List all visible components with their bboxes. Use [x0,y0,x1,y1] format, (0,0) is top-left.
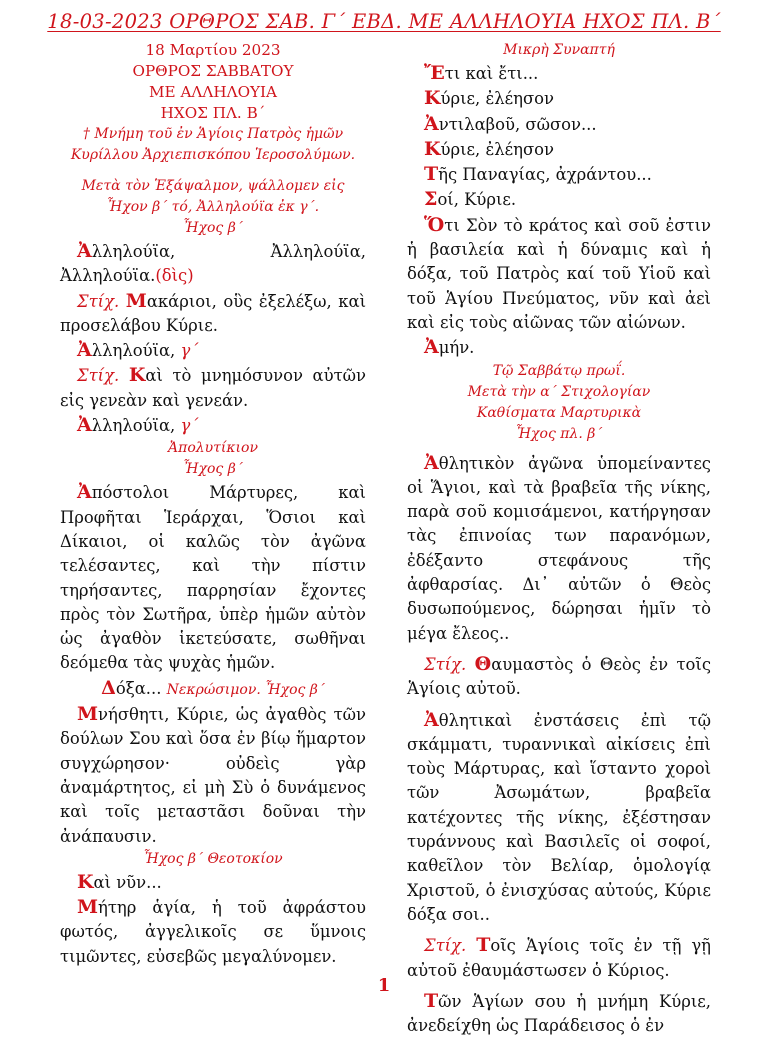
hymn-paragraph: Ἀπόστολοι Μάρτυρες, καὶ Προφῆται Ἱεράρχαι, Ὅσιοι καὶ Δίκαιοι, οἱ καλῶς τὸν ἀγῶνα τελέσαντες, καὶ τὴν πίστιν τηρήσαντες, παρρησίαν ἔχοντες πρὸς τὸν Σωτῆρα, ὑπὲρ ἡμῶν αὐτὸν ὡς ἀγαθὸν ἱκετεύσατε, σωθῆναι δεόμεθα τὰς ψυχὰς ἡμῶν. [60,481,366,673]
echos-label: Ἦχος β΄ [183,461,243,478]
litany-line: Τῆς Παναγίας, ἀχράντου... [424,163,652,186]
verse-paragraph: Στίχ. Τοῖς Ἁγίοις τοῖς ἐν τῇ γῇ αὐτοῦ ἐθαυμάστωσεν ὁ Κύριος. [407,934,711,980]
hymn-paragraph: Μήτηρ ἁγία, ἡ τοῦ ἀφράστου φωτός, ἀγγελικοῖς σε ὕμνοις τιμῶντες, εὐσεβῶς μεγαλύνομεν. [60,896,366,966]
hymn-paragraph: Μνήσθητι, Κύριε, ὡς ἀγαθὸς τῶν δούλων Σου καὶ ὅσα ἐν βίῳ ἥμαρτον συγχώρησον· οὐδεὶς γὰρ ἀναμάρτητος, εἰ μὴ Σὺ ὁ δυνάμενος καὶ τοῖς μεταστᾶσι δοῦναι τὴν ἀνάπαυσιν. [60,703,366,846]
theotokion-heading: Ἦχος β΄ Θεοτοκίον [143,850,283,867]
litany-line: Κύριε, ἐλέησον [424,87,554,110]
rubric-kathismata: Καθίσματα Μαρτυρικὰ [476,404,642,421]
hymn-paragraph: Ἀθλητικὸν ἀγῶνα ὑπομείναντες οἱ Ἅγιοι, καὶ τὰ βραβεῖα τῆς νίκης, παρὰ σοῦ κομισάμενοι, κατήργησαν τὰς ἐπινοίας των παρανόμων, ἐδέξαντο στεφάνους τῆς ἀφθαρσίας. Δι᾽ αὐτῶν ὁ Θεὸς δυσωπούμενος, δώρησαι ἡμῖν τὸ μέγα ἔλεος.. [407,451,711,643]
service-subtitle: ΜΕ ΑΛΛΗΛΟΥΙΑ [148,83,278,101]
verse-paragraph: Στίχ. Μακάριοι, οὓς ἐξελέξω, καὶ προσελάβου Κύριε. [60,289,366,335]
ekphonesis-paragraph: Ὅτι Σὸν τὸ κράτος καὶ σοῦ ἐστιν ἡ βασιλεία καὶ ἡ δύναμις καὶ ἡ δόξα, τοῦ Πατρὸς καί τοῦ Υἱοῦ καὶ τοῦ Ἁγίου Πνεύματος, νῦν καὶ ἀεὶ καὶ εἰς τοὺς αἰῶνας τῶν αἰώνων. [407,213,711,332]
alleluia-paragraph: Ἀλληλούϊα, Ἀλληλούϊα, Ἀλληλούϊα.(δὶς) [60,240,366,286]
memory-line-1: † Μνήμη τοῦ ἐν Ἁγίοις Πατρὸς ἡμῶν [82,126,344,142]
memory-line-2: Κυρίλλου Ἀρχιεπισκόπου Ἱεροσολύμων. [70,147,356,163]
right-column [407,40,711,1038]
echos-label: Ἦχος πλ. β΄ [515,425,603,442]
litany-line: Ἀντιλαβοῦ, σῶσον... [424,112,597,135]
page-number: 1 [377,975,391,996]
litany-line: Σοί, Κύριε. [424,188,517,211]
amen-line: Ἀμήν. [424,336,475,359]
rubric-stichology: Μετὰ τὴν α΄ Στιχολογίαν [467,383,651,400]
kai-nyn-paragraph: Καὶ νῦν... [77,870,162,893]
left-column [60,40,366,969]
hymn-paragraph: Ἀθλητικαὶ ἐνστάσεις ἐπὶ τῷ σκάμματι, τυραννικαὶ αἰκίσεις ἐπὶ τοὺς Μάρτυρας, καὶ ἵσταντο χοροὶ τῶν Ἀσωμάτων, βραβεῖα κατέχοντες τῆς νίκης, ἐξέστησαν τυράννους καὶ Βασιλεῖς οἱ σοφοί, καθεῖλον τὸν Βελίαρ, ὁμολογίᾳ Χριστοῦ, ὁ ἐνισχύσας αὐτούς, Κύριε δόξα σοι.. [407,708,711,924]
verse-paragraph: Στίχ. Καὶ τὸ μνημόσυνον αὐτῶν εἰς γενεὰν καὶ γενεάν. [60,364,366,410]
service-echos: ΗΧΟΣ ΠΛ. Β΄ [160,104,266,122]
page-header: 18-03-2023 ΟΡΘΡΟΣ ΣΑΒ. Γ΄ ΕΒΔ. ΜΕ ΑΛΛΗΛΟΥΙΑ ΗΧΟΣ ΠΛ. Β΄ [47,10,721,33]
litany-line: Ἔτι καὶ ἔτι... [424,62,539,84]
rubric-line-1: Μετὰ τὸν Ἑξάψαλμον, ψάλλομεν εἰς [81,178,345,194]
alleluia-paragraph: Ἀλληλούϊα, γ΄ [77,339,199,362]
rubric-saturday: Τῷ Σαββάτῳ πρωΐ. [492,362,626,379]
hymn-paragraph: Τῶν Ἁγίων σου ἡ μνήμη Κύριε, ἀνεδείχθη ὡς Παράδεισος ὁ ἐν [407,989,711,1036]
doxa-line: Δόξα... Νεκρώσιμον. Ἦχος β΄ [101,676,325,699]
apolytikion-heading: Ἀπολυτίκιον [168,440,258,457]
echos-label: Ἦχος β΄ [183,220,243,236]
verse-paragraph: Στίχ. Θαυμαστὸς ὁ Θεὸς ἐν τοῖς Ἁγίοις αὐτοῦ. [407,652,711,699]
alleluia-paragraph: Ἀλληλούϊα, γ΄ [77,414,199,437]
service-date: 18 Μαρτίου 2023 [145,41,281,59]
rubric-line-2: Ἦχον β΄ τό, Ἀλληλούϊα ἐκ γ΄. [106,199,320,215]
service-title: ΟΡΘΡΟΣ ΣΑΒΒΑΤΟΥ [132,62,294,80]
litany-heading: Μικρὴ Συναπτή [503,42,615,58]
litany-line: Κύριε, ἐλέησον [424,137,554,160]
